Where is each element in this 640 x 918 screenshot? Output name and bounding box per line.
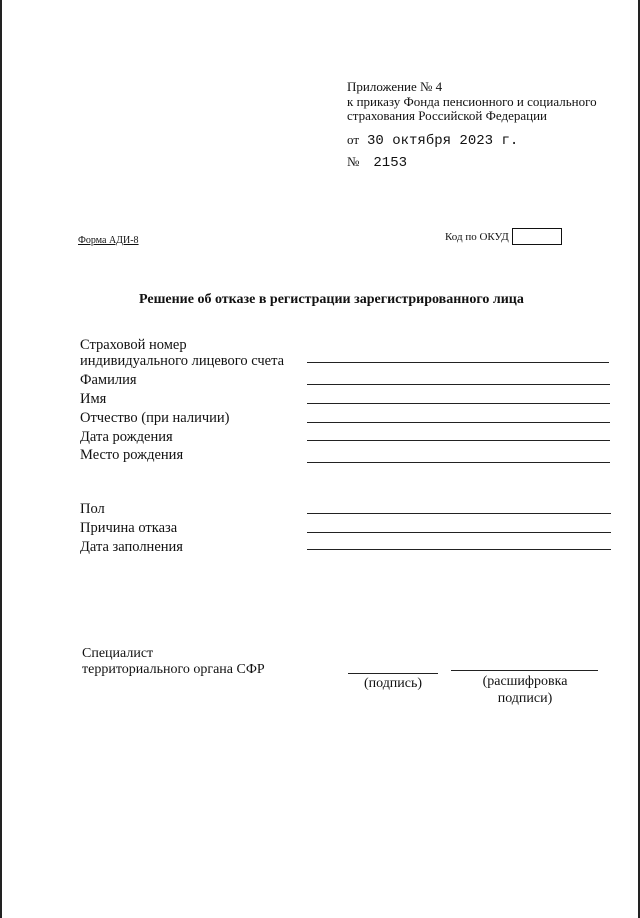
signature-role-line2: территориального органа СФР — [82, 662, 265, 677]
snils-input-line[interactable] — [307, 362, 609, 363]
field-label-snils-line1: Страховой номер — [80, 337, 187, 353]
field-label-snils-line2: индивидуального лицевого счета — [80, 353, 285, 369]
signature-role-line1: Специалист — [82, 646, 154, 661]
surname-input-line[interactable] — [307, 384, 610, 385]
first-name-input-line[interactable] — [307, 403, 610, 404]
field-label-sex: Пол — [80, 501, 105, 517]
appendix-header — [347, 80, 597, 124]
field-label-refusal-reason: Причина отказа — [80, 520, 178, 536]
appendix-org: страхования Российской Федерации — [347, 108, 547, 123]
fill-date-input-line[interactable] — [307, 549, 611, 550]
signature-decoding-caption-line1: (расшифровка — [482, 674, 568, 689]
field-label-birth-date: Дата рождения — [80, 429, 173, 445]
okud-label: Код по ОКУД — [445, 231, 509, 243]
order-number — [347, 154, 407, 171]
field-label-surname: Фамилия — [80, 372, 137, 388]
okud-code-field[interactable] — [512, 228, 562, 245]
field-label-fill-date: Дата заполнения — [80, 539, 183, 555]
birth-date-input-line[interactable] — [307, 440, 610, 441]
birth-place-input-line[interactable] — [307, 462, 610, 463]
signature-decoding-input-line[interactable] — [451, 670, 598, 671]
document-title: Решение об отказе в регистрации зарегистрированного лица — [139, 292, 524, 307]
form-name: Форма АДИ-8 — [78, 235, 139, 246]
field-label-first-name: Имя — [80, 391, 107, 407]
signature-caption: (подпись) — [363, 676, 423, 691]
appendix-order-ref: к приказу Фонда пенсионного и социального — [347, 93, 597, 109]
refusal-reason-input-line[interactable] — [307, 532, 611, 533]
order-date-value: 30 октября 2023 г. — [367, 133, 519, 149]
sex-input-line[interactable] — [307, 513, 611, 514]
order-date — [347, 132, 518, 149]
order-number-value: 2153 — [373, 155, 408, 171]
appendix-number: Приложение № 4 — [347, 79, 443, 94]
order-date-prefix: от — [347, 132, 360, 147]
field-label-birth-place: Место рождения — [80, 447, 184, 463]
field-label-patronymic: Отчество (при наличии) — [80, 410, 230, 426]
signature-decoding-caption-line2: подписи) — [497, 691, 553, 706]
patronymic-input-line[interactable] — [307, 422, 610, 423]
signature-input-line[interactable] — [348, 673, 438, 674]
order-number-prefix: № — [347, 154, 360, 169]
